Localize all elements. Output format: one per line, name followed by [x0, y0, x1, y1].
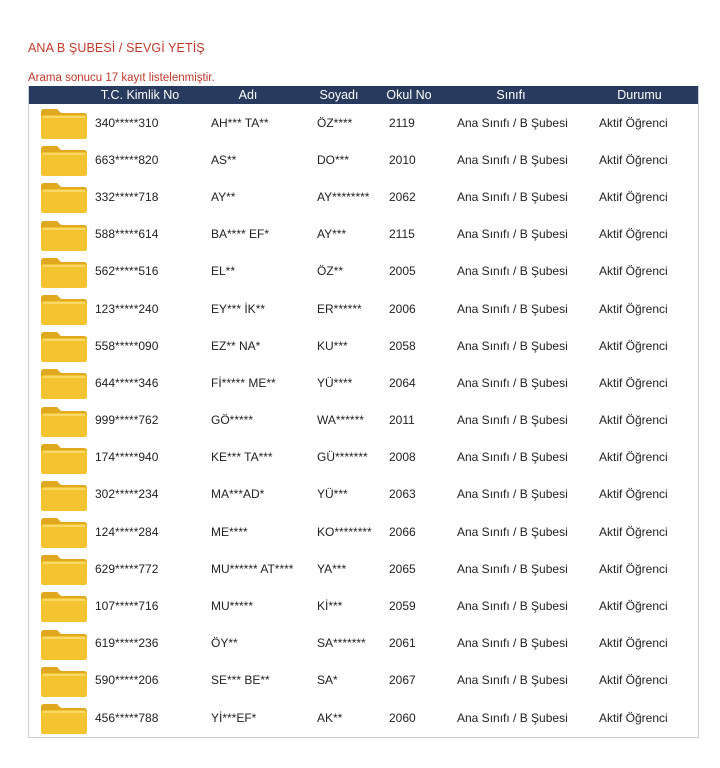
folder-icon[interactable] — [39, 441, 89, 475]
sinif-cell: Ana Sınıfı / B Şubesi — [457, 115, 568, 130]
durum-cell: Aktif Öğrenci — [599, 375, 668, 390]
folder-icon[interactable] — [39, 366, 89, 400]
row-icon-cell[interactable] — [29, 513, 89, 550]
row-icon-cell[interactable] — [29, 327, 89, 364]
row-icon-cell[interactable] — [29, 550, 89, 587]
tc-cell: 663*****820 — [95, 152, 159, 167]
sinif-cell: Ana Sınıfı / B Şubesi — [457, 264, 568, 279]
table-row[interactable] — [29, 587, 698, 624]
durum-cell: Aktif Öğrenci — [599, 561, 668, 576]
tc-cell: 123*****240 — [95, 301, 159, 316]
ad-cell: MA***AD* — [211, 487, 265, 502]
row-icon-cell[interactable] — [29, 178, 89, 215]
header-durum[interactable]: Durumu — [617, 88, 662, 102]
ad-cell: BA**** EF* — [211, 227, 270, 242]
row-icon-cell[interactable] — [29, 402, 89, 439]
header-soyad[interactable]: Soyadı — [319, 88, 359, 102]
ad-cell: KE*** TA*** — [211, 450, 273, 465]
row-icon-cell[interactable] — [29, 216, 89, 253]
soyad-cell: AK** — [317, 710, 343, 725]
folder-icon[interactable] — [39, 218, 89, 252]
tc-cell: 124*****284 — [95, 524, 159, 539]
durum-cell: Aktif Öğrenci — [599, 301, 668, 316]
sinif-cell: Ana Sınıfı / B Şubesi — [457, 413, 568, 428]
tc-cell: 456*****788 — [95, 710, 159, 725]
durum-cell: Aktif Öğrenci — [599, 450, 668, 465]
table-row[interactable] — [29, 178, 698, 215]
durum-cell: Aktif Öğrenci — [599, 487, 668, 502]
folder-icon[interactable] — [39, 329, 89, 363]
durum-cell: Aktif Öğrenci — [599, 413, 668, 428]
folder-icon[interactable] — [39, 701, 89, 735]
row-icon-cell[interactable] — [29, 141, 89, 178]
durum-cell: Aktif Öğrenci — [599, 710, 668, 725]
okul-no-cell: 2066 — [389, 524, 416, 539]
soyad-cell: DO*** — [317, 152, 350, 167]
okul-no-cell: 2005 — [389, 264, 416, 279]
ad-cell: AS** — [211, 152, 237, 167]
folder-icon[interactable] — [39, 627, 89, 661]
sinif-cell: Ana Sınıfı / B Şubesi — [457, 338, 568, 353]
folder-icon[interactable] — [39, 404, 89, 438]
tc-cell: 340*****310 — [95, 115, 159, 130]
sinif-cell: Ana Sınıfı / B Şubesi — [457, 636, 568, 651]
soyad-cell: AY*** — [317, 227, 347, 242]
okul-no-cell: 2062 — [389, 189, 416, 204]
folder-icon[interactable] — [39, 106, 89, 140]
durum-cell: Aktif Öğrenci — [599, 115, 668, 130]
row-icon-cell[interactable] — [29, 662, 89, 699]
folder-icon[interactable] — [39, 515, 89, 549]
row-icon-cell[interactable] — [29, 587, 89, 624]
okul-no-cell: 2058 — [389, 338, 416, 353]
ad-cell: EY*** İK** — [211, 301, 266, 316]
sinif-cell: Ana Sınıfı / B Şubesi — [457, 561, 568, 576]
ad-cell: SE*** BE** — [211, 673, 270, 688]
okul-no-cell: 2063 — [389, 487, 416, 502]
soyad-cell: KU*** — [317, 338, 348, 353]
okul-no-cell: 2067 — [389, 673, 416, 688]
okul-no-cell: 2011 — [389, 413, 415, 428]
ad-cell: ÖY** — [211, 636, 238, 651]
table-row[interactable] — [29, 476, 698, 513]
table-row[interactable] — [29, 104, 698, 141]
sinif-cell: Ana Sınıfı / B Şubesi — [457, 599, 568, 614]
table-row[interactable] — [29, 253, 698, 290]
sinif-cell: Ana Sınıfı / B Şubesi — [457, 375, 568, 390]
soyad-cell: ÖZ**** — [317, 115, 353, 130]
durum-cell: Aktif Öğrenci — [599, 673, 668, 688]
durum-cell: Aktif Öğrenci — [599, 152, 668, 167]
header-okul-no[interactable]: Okul No — [386, 88, 432, 102]
sinif-cell: Ana Sınıfı / B Şubesi — [457, 673, 568, 688]
soyad-cell: SA* — [317, 673, 338, 688]
table-row[interactable] — [29, 699, 698, 736]
okul-no-cell: 2061 — [389, 636, 416, 651]
soyad-cell: YÜ*** — [317, 487, 348, 502]
row-icon-cell[interactable] — [29, 364, 89, 401]
durum-cell: Aktif Öğrenci — [599, 524, 668, 539]
header-tc[interactable]: T.C. Kimlik No — [100, 88, 180, 102]
ad-cell: MU****** AT**** — [211, 561, 294, 576]
sinif-cell: Ana Sınıfı / B Şubesi — [457, 301, 568, 316]
row-icon-cell[interactable] — [29, 476, 89, 513]
durum-cell: Aktif Öğrenci — [599, 264, 668, 279]
row-icon-cell[interactable] — [29, 253, 89, 290]
tc-cell: 588*****614 — [95, 227, 159, 242]
row-icon-cell[interactable] — [29, 699, 89, 736]
tc-cell: 107*****716 — [95, 599, 159, 614]
table-row[interactable] — [29, 513, 698, 550]
folder-icon[interactable] — [39, 552, 89, 586]
table-body — [29, 104, 698, 736]
tc-cell: 558*****090 — [95, 338, 159, 353]
header-ad[interactable]: Adı — [238, 88, 258, 102]
folder-icon[interactable] — [39, 255, 89, 289]
durum-cell: Aktif Öğrenci — [599, 189, 668, 204]
ad-cell: EL** — [211, 264, 236, 279]
soyad-cell: GÜ******* — [317, 450, 368, 465]
table-row[interactable] — [29, 141, 698, 178]
table-row[interactable] — [29, 662, 698, 699]
folder-icon[interactable] — [39, 664, 89, 698]
tc-cell: 999*****762 — [95, 413, 159, 428]
durum-cell: Aktif Öğrenci — [599, 599, 668, 614]
durum-cell: Aktif Öğrenci — [599, 227, 668, 242]
ad-cell: Yİ***EF* — [211, 710, 257, 725]
okul-no-cell: 2060 — [389, 710, 416, 725]
okul-no-cell: 2006 — [389, 301, 416, 316]
result-count-text: Arama sonucu 17 kayıt listelenmiştir. — [28, 72, 215, 84]
ad-cell: ME**** — [211, 524, 248, 539]
durum-cell: Aktif Öğrenci — [599, 636, 668, 651]
tc-cell: 619*****236 — [95, 636, 159, 651]
okul-no-cell: 2115 — [389, 227, 415, 242]
okul-no-cell: 2008 — [389, 450, 416, 465]
soyad-cell: KO******** — [317, 524, 372, 539]
soyad-cell: ER****** — [317, 301, 362, 316]
okul-no-cell: 2064 — [389, 375, 416, 390]
okul-no-cell: 2010 — [389, 152, 416, 167]
row-icon-cell[interactable] — [29, 625, 89, 662]
tc-cell: 562*****516 — [95, 264, 159, 279]
ad-cell: AH*** TA** — [211, 115, 269, 130]
sinif-cell: Ana Sınıfı / B Şubesi — [457, 227, 568, 242]
header-icon-col — [29, 86, 81, 104]
soyad-cell: Kİ*** — [317, 599, 343, 614]
sinif-cell: Ana Sınıfı / B Şubesi — [457, 450, 568, 465]
table-row[interactable] — [29, 290, 698, 327]
okul-no-cell: 2119 — [389, 115, 415, 130]
student-table — [28, 86, 699, 738]
tc-cell: 302*****234 — [95, 487, 159, 502]
header-sinif[interactable]: Sınıfı — [496, 88, 526, 102]
table-header — [29, 86, 698, 104]
ad-cell: EZ** NA* — [211, 338, 261, 353]
sinif-cell: Ana Sınıfı / B Şubesi — [457, 189, 568, 204]
table-row[interactable] — [29, 625, 698, 662]
table-row[interactable] — [29, 216, 698, 253]
folder-icon[interactable] — [39, 143, 89, 177]
durum-cell: Aktif Öğrenci — [599, 338, 668, 353]
table-row[interactable] — [29, 364, 698, 401]
ad-cell: GÖ***** — [211, 413, 254, 428]
row-icon-cell[interactable] — [29, 104, 89, 141]
sinif-cell: Ana Sınıfı / B Şubesi — [457, 710, 568, 725]
okul-no-cell: 2065 — [389, 561, 416, 576]
sinif-cell: Ana Sınıfı / B Şubesi — [457, 152, 568, 167]
ad-cell: AY** — [211, 189, 236, 204]
table-row[interactable] — [29, 402, 698, 439]
table-row[interactable] — [29, 439, 698, 476]
row-icon-cell[interactable] — [29, 290, 89, 327]
sinif-cell: Ana Sınıfı / B Şubesi — [457, 487, 568, 502]
ad-cell: MU***** — [211, 599, 254, 614]
soyad-cell: YA*** — [317, 561, 347, 576]
folder-icon[interactable] — [39, 478, 89, 512]
folder-icon[interactable] — [39, 589, 89, 623]
soyad-cell: YÜ**** — [317, 375, 353, 390]
folder-icon[interactable] — [39, 180, 89, 214]
page-title: ANA B ŞUBESİ / SEVGİ YETİŞ — [28, 41, 205, 55]
table-row[interactable] — [29, 550, 698, 587]
soyad-cell: SA******* — [317, 636, 366, 651]
soyad-cell: WA****** — [317, 413, 364, 428]
tc-cell: 644*****346 — [95, 375, 159, 390]
okul-no-cell: 2059 — [389, 599, 416, 614]
row-icon-cell[interactable] — [29, 439, 89, 476]
tc-cell: 629*****772 — [95, 561, 159, 576]
table-row[interactable] — [29, 327, 698, 364]
sinif-cell: Ana Sınıfı / B Şubesi — [457, 524, 568, 539]
soyad-cell: ÖZ** — [317, 264, 344, 279]
folder-icon[interactable] — [39, 292, 89, 326]
soyad-cell: AY******** — [317, 189, 370, 204]
tc-cell: 174*****940 — [95, 450, 159, 465]
tc-cell: 332*****718 — [95, 189, 159, 204]
ad-cell: Fİ***** ME** — [211, 375, 276, 390]
tc-cell: 590*****206 — [95, 673, 159, 688]
